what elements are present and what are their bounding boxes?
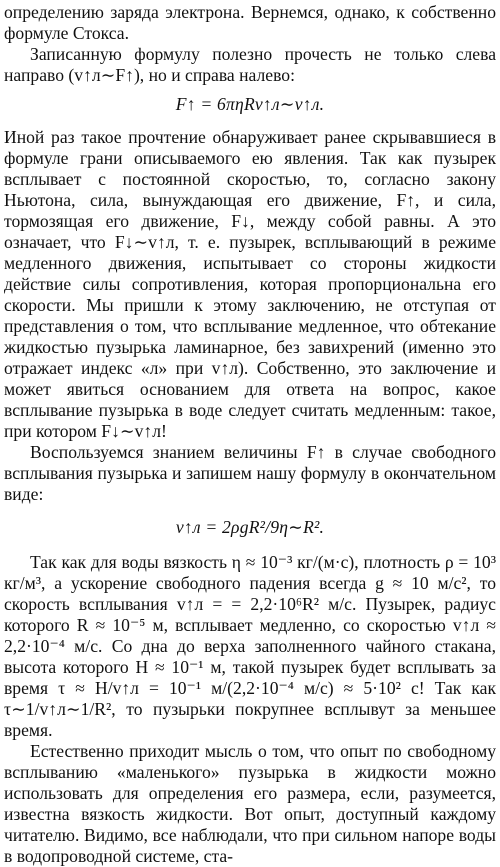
formula-rise-velocity: v↑л = 2ρgR²/9η∼R².: [175, 517, 325, 537]
paragraph-water-numbers: Так как для воды вязкость η ≈ 10⁻³ кг/(м·с), плотность ρ = 10³ кг/м³, а ускорение свободного падения всегда g ≈ 10 м/с², то скорость всплывания v↑л = = 2,2·10⁶R² м/с. Пузырек, радиус которого R ≈ 10⁻⁵ м, всплывает медленно, со скоростью v↑л ≈ 2,2·10⁻⁴ м/с. Со дна до верха заполненного чайного стакана, высота которого H ≈ 10⁻¹ м, такой пузырек будет всплывать за время τ ≈ H/v↑л = 10⁻¹ м/(2,2·10⁻⁴ м/с) ≈ 5·10² с! Так как τ∼1/v↑л∼1/R², то пузырьки покрупнее всплывут за меньшее время.: [4, 552, 496, 740]
formula-stokes-force: F↑ = 6πηRv↑л∼v↑л.: [175, 94, 325, 114]
paragraph-experiment: Естественно приходит мысль о том, что опыт по свободному всплыванию «маленького» пузырька в жидкости можно использовать для определения его размера, если, разумеется, известна вязкость жидкости. Вот опыт, доступный каждому читателю. Видимо, все наблюдали, что при сильном напоре воды в водопроводной системе, ста-: [4, 741, 496, 866]
paragraph-free-rise: Воспользуемся знанием величины F↑ в случае свободного всплывания пузырька и запишем нашу формулу в окончательном виде:: [4, 442, 496, 504]
paragraph-read-formula: Записанную формулу полезно прочесть не только слева направо (v↑л∼F↑), но и справа налево:: [4, 44, 496, 85]
paragraph-intro: определению заряда электрона. Вернемся, однако, к собственно формуле Стокса.: [4, 2, 496, 43]
paragraph-newton-law: Иной раз такое прочтение обнаруживает ранее скрывавшиеся в формуле грани описываемого ею явления. Так как пузырек всплывает с постоянной скоростью, то, согласно закону Ньютона, сила, вынуждающая его движение, F↑, и сила, тормозящая его движение, F↓, между собой равны. А это означает, что F↓∼v↑л, т. е. пузырек, всплывающий в режиме медленного движения, испытывает со стороны жидкости действие силы сопротивления, которая пропорциональна его скорости. Мы пришли к этому заключению, не отступая от представления о том, что всплывание медленное, что обтекание жидкостью пузырька ламинарное, без завихрений (именно это отражает индекс «л» при v↑л). Собственно, это заключение и может явиться основанием для ответа на вопрос, какое всплывание пузырька в воде следует считать медленным: такое, при котором F↓∼v↑л!: [4, 127, 496, 441]
